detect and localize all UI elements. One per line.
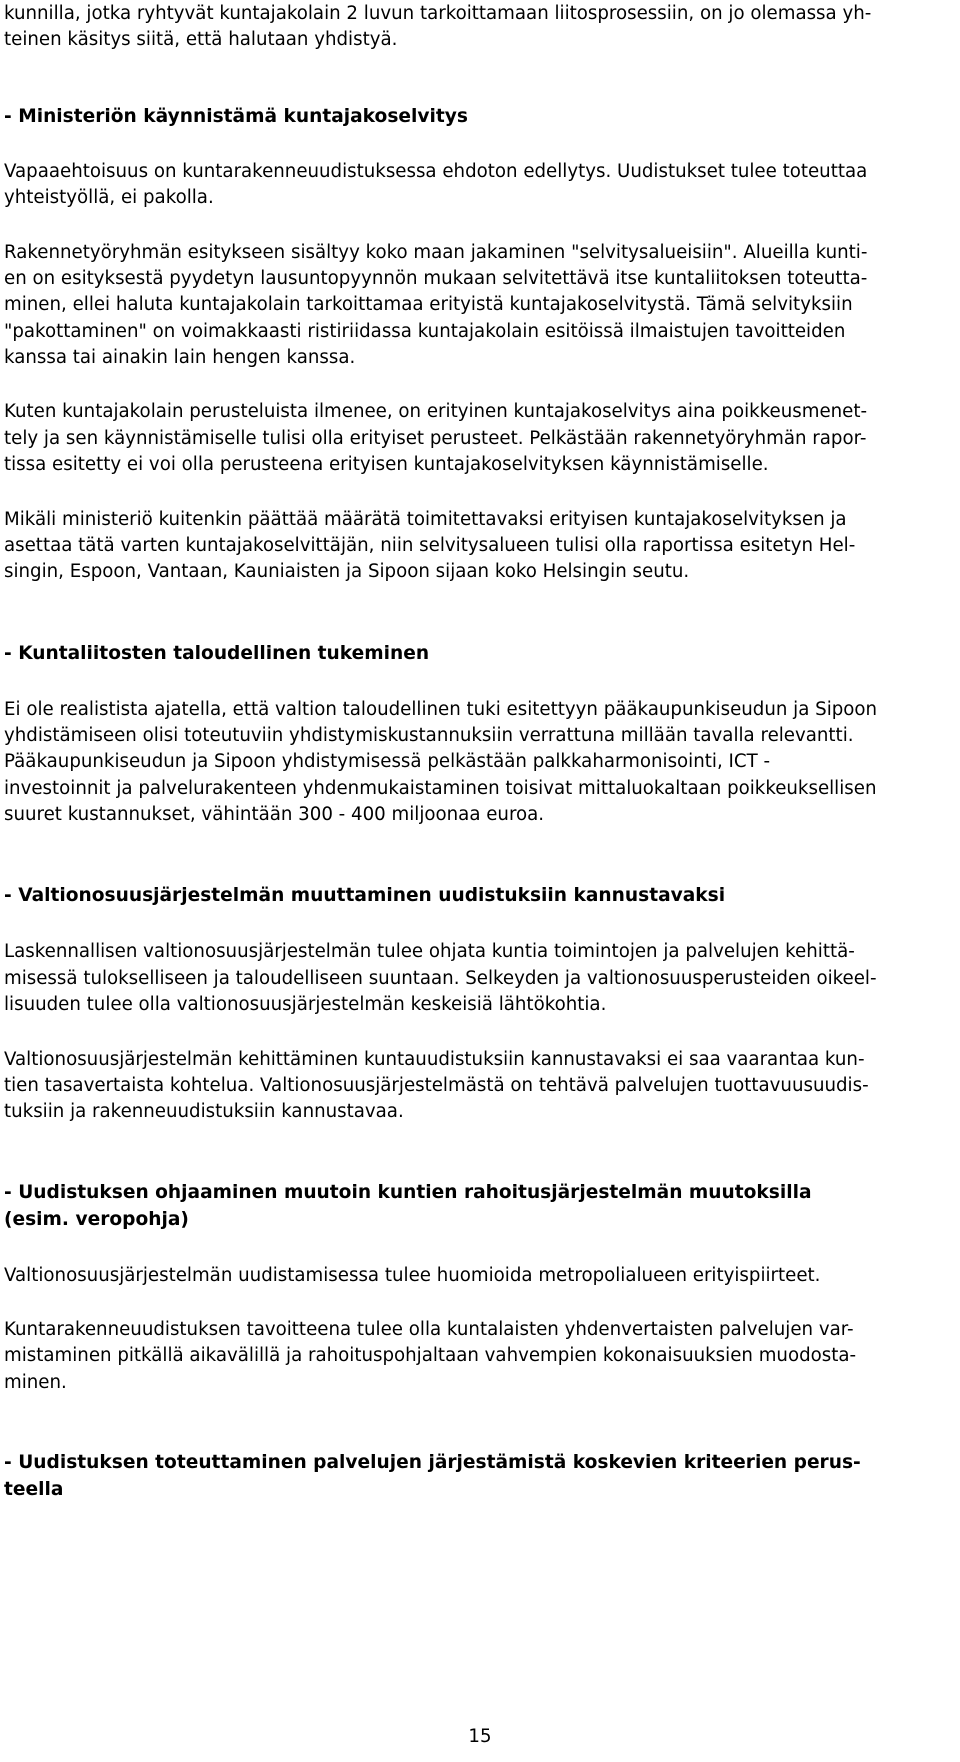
- text-line: kanssa tai ainakin lain hengen kanssa.: [4, 347, 356, 368]
- text-line: mistaminen pitkällä aikavälillä ja rahoituspohjaltaan vahvempien kokonaisuuksien muodosta-: [4, 1345, 857, 1366]
- text-line: tissa esitetty ei voi olla perusteena erityisen kuntajakoselvityksen käynnistämiselle.: [4, 454, 769, 475]
- text-line: asettaa tätä varten kuntajakoselvittäjän, niin selvitysalueen tulisi olla raportissa esitetyn Hel-: [4, 535, 856, 556]
- text-line: Mikäli ministeriö kuitenkin päättää määrätä toimitettavaksi erityisen kuntajakoselvityksen ja: [4, 509, 847, 530]
- text-line: tely ja sen käynnistämiselle tulisi olla erityiset perusteet. Pelkästään rakennetyöryhmän rapor-: [4, 428, 867, 449]
- text-line: teinen käsitys siitä, että halutaan yhdistyä.: [4, 29, 398, 50]
- text-line: Ei ole realistista ajatella, että valtion taloudellinen tuki esitettyyn pääkaupunkiseudun ja Sipoon: [4, 699, 878, 720]
- heading-line: - Uudistuksen toteuttaminen palvelujen järjestämistä koskevien kriteerien perus-: [4, 1452, 861, 1473]
- text-line: minen.: [4, 1372, 67, 1393]
- text-line: yhdistämiseen olisi toteutuviin yhdistymiskustannuksiin verrattuna millään tavalla relevantti.: [4, 725, 854, 746]
- heading-line: (esim. veropohja): [4, 1209, 189, 1230]
- text-line: Pääkaupunkiseudun ja Sipoon yhdistymisessä pelkästään palkkaharmonisointi, ICT -: [4, 751, 771, 772]
- heading-line: teella: [4, 1479, 64, 1500]
- text-line: Kuten kuntajakolain perusteluista ilmenee, on erityinen kuntajakoselvitys aina poikkeusmenet-: [4, 401, 868, 422]
- text-line: Valtionosuusjärjestelmän uudistamisessa tulee huomioida metropolialueen erityispiirteet.: [4, 1265, 821, 1286]
- heading-line: - Kuntaliitosten taloudellinen tukeminen: [4, 643, 430, 664]
- heading-line: - Ministeriön käynnistämä kuntajakoselvitys: [4, 106, 468, 127]
- text-line: Kuntarakenneuudistuksen tavoitteena tulee olla kuntalaisten yhdenvertaisten palvelujen var-: [4, 1319, 854, 1340]
- text-line: minen, ellei haluta kuntajakolain tarkoittamaa erityistä kuntajakoselvitystä. Tämä selvityksiin: [4, 294, 853, 315]
- text-line: singin, Espoon, Vantaan, Kauniaisten ja Sipoon sijaan koko Helsingin seutu.: [4, 561, 690, 582]
- text-line: yhteistyöllä, ei pakolla.: [4, 187, 214, 208]
- heading-line: - Valtionosuusjärjestelmän muuttaminen uudistuksiin kannustavaksi: [4, 885, 726, 906]
- text-line: tien tasavertaista kohtelua. Valtionosuusjärjestelmästä on tehtävä palvelujen tuottavuusuudis-: [4, 1075, 869, 1096]
- text-line: en on esityksestä pyydetyn lausuntopyynnön mukaan selvitettävä itse kuntaliitoksen toteutta-: [4, 268, 868, 289]
- text-line: Rakennetyöryhmän esitykseen sisältyy koko maan jakaminen "selvitysalueisiin". Alueilla kunti-: [4, 242, 868, 263]
- heading-line: - Uudistuksen ohjaaminen muutoin kuntien rahoitusjärjestelmän muutoksilla: [4, 1182, 812, 1203]
- text-line: lisuuden tulee olla valtionosuusjärjestelmän keskeisiä lähtökohtia.: [4, 994, 607, 1015]
- text-line: investoinnit ja palvelurakenteen yhdenmukaistaminen toisivat mittaluokaltaan poikkeuksellisen: [4, 778, 877, 799]
- text-line: "pakottaminen" on voimakkaasti ristiriidassa kuntajakolain esitöissä ilmaistujen tavoitteiden: [4, 321, 846, 342]
- text-line: kunnilla, jotka ryhtyvät kuntajakolain 2 luvun tarkoittamaan liitosprosessiin, on jo olemassa yh-: [4, 3, 872, 24]
- text-line: Valtionosuusjärjestelmän kehittäminen kuntauudistuksiin kannustavaksi ei saa vaarantaa kun-: [4, 1049, 865, 1070]
- text-line: tuksiin ja rakenneuudistuksiin kannustavaa.: [4, 1101, 404, 1122]
- text-line: Laskennallisen valtionosuusjärjestelmän tulee ohjata kuntia toimintojen ja palvelujen kehittä-: [4, 941, 855, 962]
- text-line: Vapaaehtoisuus on kuntarakenneuudistuksessa ehdoton edellytys. Uudistukset tulee toteuttaa: [4, 161, 868, 182]
- page-number: 15: [468, 1726, 492, 1747]
- text-line: misessä tulokselliseen ja taloudelliseen suuntaan. Selkeyden ja valtionosuusperusteiden oikeel-: [4, 968, 877, 989]
- text-line: suuret kustannukset, vähintään 300 - 400 miljoonaa euroa.: [4, 804, 545, 825]
